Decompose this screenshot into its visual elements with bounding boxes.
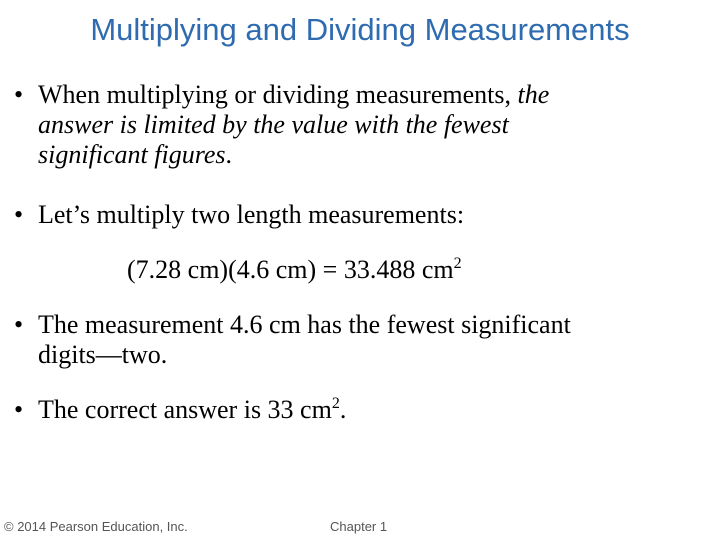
bullet-1-line-2 (38, 110, 549, 140)
bullet-3-line-1: The measurement 4.6 cm has the fewest significant (38, 310, 571, 339)
copyright-notice: © 2014 Pearson Education, Inc. (4, 519, 188, 534)
chapter-label: Chapter 1 (330, 519, 388, 534)
bullet-3-text (38, 310, 571, 370)
bullet-marker: • (14, 395, 24, 424)
equation-text: (7.28 cm)(4.6 cm) = 33.488 cm (127, 255, 454, 284)
bullet-2-line-1: Let’s multiply two length measurements: (38, 200, 465, 229)
bullet-2-text (38, 200, 464, 230)
bullet-4-text (38, 395, 346, 425)
equation (127, 255, 462, 285)
bullet-1-line-3 (38, 140, 549, 170)
bullet-1-italic-1: the (517, 80, 550, 109)
bullet-4-line-1 (38, 395, 346, 425)
bullet-1-italic-2: answer is limited by the value with the fewest (38, 110, 509, 139)
bullet-marker: • (14, 200, 24, 229)
equation-exponent: 2 (453, 255, 462, 272)
bullet-1-end: . (225, 140, 233, 169)
bullet-marker: • (14, 310, 24, 339)
bullet-1-lead: When multiplying or dividing measurements, (38, 80, 511, 109)
bullet-1-text (38, 80, 549, 170)
slide-title: Multiplying and Dividing Measurements (90, 12, 630, 47)
bullet-1-line-1 (38, 80, 549, 110)
bullet-4-end: . (339, 395, 347, 424)
bullet-marker: • (14, 80, 24, 109)
bullet-4-main: The correct answer is 33 cm (38, 395, 332, 424)
bullet-1-italic-3: significant figures (38, 140, 226, 169)
bullet-3-line-2: digits—two. (38, 340, 168, 369)
bullet-4-exponent: 2 (331, 395, 340, 412)
